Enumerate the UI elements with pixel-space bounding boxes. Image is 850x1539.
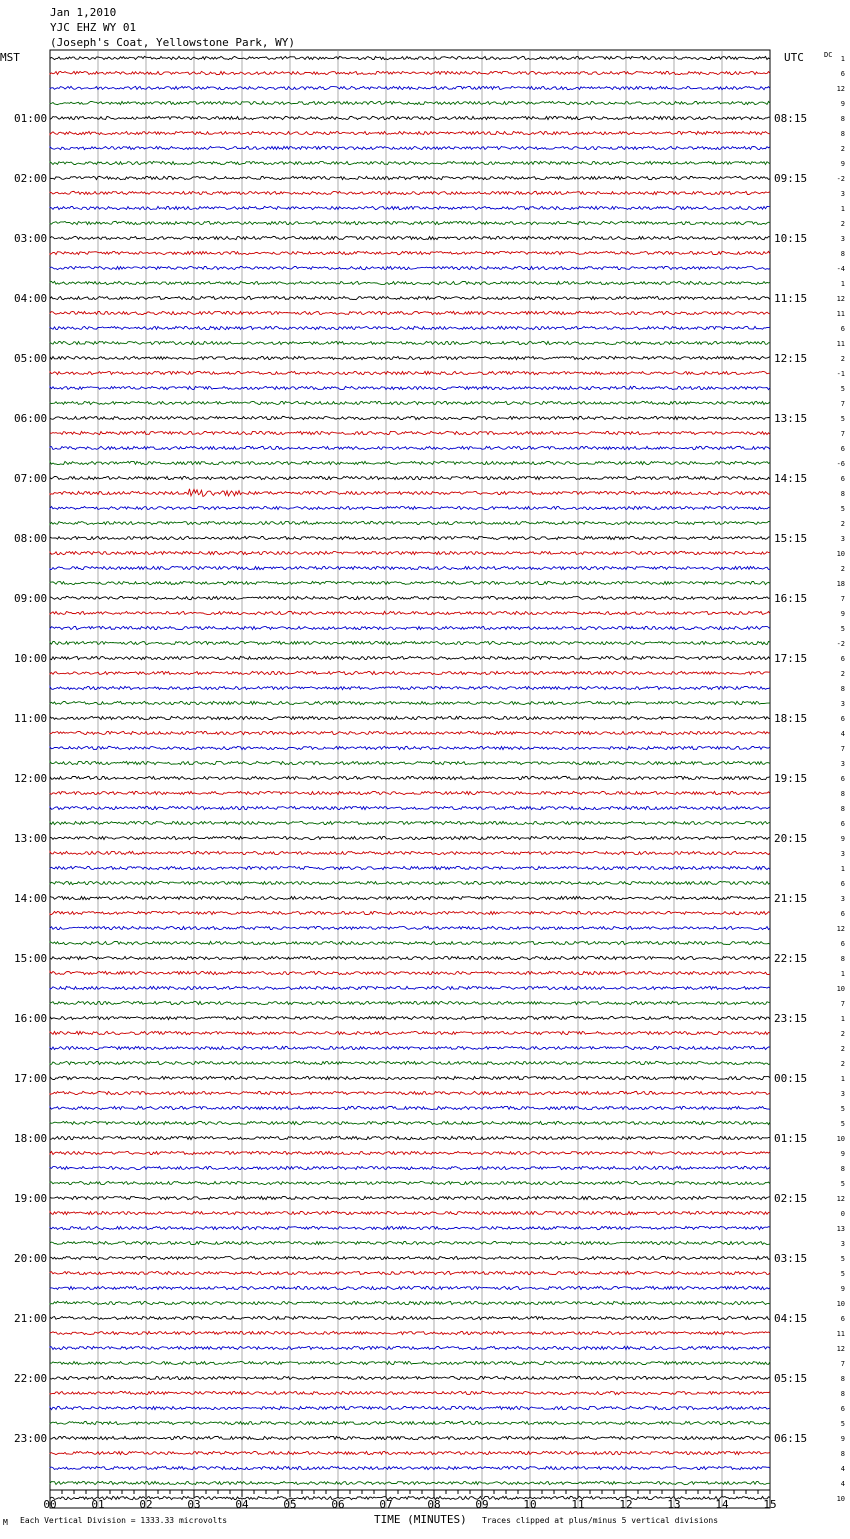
dc-offset-value: 3 [840, 760, 845, 768]
trace-line [50, 1436, 770, 1439]
left-time-label: 14:00 [14, 892, 48, 905]
trace-line [50, 1166, 770, 1169]
trace-line [50, 71, 770, 74]
right-time-label: 11:15 [774, 292, 808, 305]
x-tick-label: 09 [475, 1498, 489, 1511]
x-tick-label: 07 [379, 1498, 393, 1511]
right-time-label: 03:15 [774, 1252, 808, 1265]
trace-line [50, 281, 770, 284]
trace-line [50, 1121, 770, 1124]
x-tick-label: 00 [43, 1498, 57, 1511]
right-time-label: 13:15 [774, 412, 808, 425]
trace-line [50, 896, 770, 899]
dc-offset-value: 9 [840, 100, 845, 108]
dc-offset-value: -2 [836, 175, 845, 183]
trace-line [50, 1406, 770, 1409]
dc-offset-value: -4 [836, 265, 845, 273]
left-time-label: 08:00 [14, 532, 48, 545]
left-time-label: 22:00 [14, 1372, 48, 1385]
dc-offset-value: 9 [840, 835, 845, 843]
trace-line [50, 251, 770, 254]
dc-offset-value: 4 [840, 1465, 845, 1473]
trace-line [50, 1106, 770, 1109]
dc-offset-value: 1 [840, 865, 845, 873]
trace-line [50, 746, 770, 749]
dc-offset-value: 12 [836, 1195, 845, 1203]
x-tick-label: 15 [763, 1498, 777, 1511]
trace-line [50, 371, 770, 374]
dc-offset-value: 11 [836, 1330, 845, 1338]
dc-offset-value: 11 [836, 340, 845, 348]
dc-offset-value: 10 [836, 1135, 845, 1143]
trace-line [50, 296, 770, 299]
dc-offset-value: 10 [836, 1300, 845, 1308]
right-time-label: 15:15 [774, 532, 808, 545]
trace-line [50, 1076, 770, 1079]
dc-offset-value: 9 [840, 610, 845, 618]
trace-line [50, 1226, 770, 1229]
x-tick-label: 06 [331, 1498, 345, 1511]
dc-offset-value: 2 [840, 1060, 845, 1068]
dc-offset-value: 1 [840, 205, 845, 213]
dc-offset-value: 7 [840, 1000, 845, 1008]
right-time-label: 02:15 [774, 1192, 808, 1205]
dc-offset-value: 2 [840, 520, 845, 528]
trace-line [50, 1061, 770, 1064]
dc-offset-value: 7 [840, 400, 845, 408]
dc-offset-value: 1 [840, 55, 845, 63]
dc-offset-value: 1 [840, 1075, 845, 1083]
dc-offset-value: 10 [836, 1495, 845, 1503]
dc-offset-value: 2 [840, 565, 845, 573]
left-time-label: 18:00 [14, 1132, 48, 1145]
dc-offset-value: 5 [840, 1105, 845, 1113]
dc-offset-value: 6 [840, 1315, 845, 1323]
left-time-label: 06:00 [14, 412, 48, 425]
left-time-label: 21:00 [14, 1312, 48, 1325]
trace-line [50, 806, 770, 809]
dc-offset-value: 6 [840, 475, 845, 483]
trace-line [50, 701, 770, 704]
x-tick-label: 10 [523, 1498, 537, 1511]
trace-line [50, 416, 770, 419]
dc-label: DC [824, 51, 833, 59]
trace-line [50, 1046, 770, 1049]
dc-offset-value: 2 [840, 1030, 845, 1038]
left-time-labels [14, 112, 47, 1445]
trace-line [50, 1301, 770, 1304]
trace-line [50, 1256, 770, 1259]
left-time-label: 07:00 [14, 472, 48, 485]
trace-line [50, 1496, 770, 1499]
dc-offset-value: 3 [840, 235, 845, 243]
dc-offset-value: 3 [840, 535, 845, 543]
left-time-label: 02:00 [14, 172, 48, 185]
dc-offset-value: 2 [840, 1045, 845, 1053]
trace-line [50, 536, 770, 539]
trace-line [50, 176, 770, 179]
trace-line [50, 86, 770, 89]
dc-offset-value: 5 [840, 1120, 845, 1128]
trace-line [50, 1286, 770, 1289]
trace-line [50, 236, 770, 239]
header-location: (Joseph's Coat, Yellowstone Park, WY) [50, 36, 296, 49]
right-time-label: 06:15 [774, 1432, 808, 1445]
dc-offset-value: 13 [836, 1225, 845, 1233]
dc-offset-value: 10 [836, 550, 845, 558]
dc-offset-value: 8 [840, 1450, 845, 1458]
trace-line [50, 1361, 770, 1364]
x-tick-label: 08 [427, 1498, 441, 1511]
trace-line [50, 221, 770, 224]
trace-line [50, 161, 770, 164]
trace-line [50, 311, 770, 314]
right-time-label: 22:15 [774, 952, 808, 965]
dc-offset-value: 6 [840, 325, 845, 333]
dc-offset-value: 5 [840, 1420, 845, 1428]
right-time-label: 14:15 [774, 472, 808, 485]
trace-line [50, 1091, 770, 1094]
right-time-label: 05:15 [774, 1372, 808, 1385]
trace-line [50, 956, 770, 959]
footer-scale-note: Each Vertical Division = 1333.33 microvolts [20, 1516, 228, 1525]
left-time-label: 15:00 [14, 952, 48, 965]
trace-line [50, 1211, 770, 1214]
trace-line [50, 1451, 770, 1454]
dc-offset-value: 5 [840, 505, 845, 513]
dc-offset-value: 5 [840, 415, 845, 423]
header-station: YJC EHZ WY 01 [50, 21, 137, 34]
dc-offset-value: 7 [840, 1360, 845, 1368]
trace-line [50, 611, 770, 614]
dc-offset-value: 4 [840, 730, 845, 738]
x-tick-label: 11 [571, 1498, 585, 1511]
trace-line [50, 881, 770, 884]
dc-offset-value: 12 [836, 85, 845, 93]
dc-offset-value: 3 [840, 190, 845, 198]
dc-offset-value: 5 [840, 1255, 845, 1263]
left-time-label: 03:00 [14, 232, 48, 245]
right-time-label: 10:15 [774, 232, 808, 245]
left-time-label: 04:00 [14, 292, 48, 305]
dc-offset-value: 5 [840, 385, 845, 393]
dc-offset-value: 8 [840, 130, 845, 138]
dc-offset-value: 8 [840, 115, 845, 123]
trace-line [50, 341, 770, 344]
right-time-label: 16:15 [774, 592, 808, 605]
x-tick-label: 14 [715, 1498, 729, 1511]
dc-offset-value: 3 [840, 850, 845, 858]
dc-offset-value: 6 [840, 655, 845, 663]
dc-offset-value: 10 [836, 985, 845, 993]
dc-offset-value: 9 [840, 1285, 845, 1293]
dc-offset-value: -6 [836, 460, 845, 468]
trace-line [50, 1241, 770, 1244]
trace-line [50, 1481, 770, 1484]
trace-line [50, 866, 770, 869]
trace-line [50, 146, 770, 149]
trace-line [50, 1421, 770, 1424]
dc-offset-value: 8 [840, 1165, 845, 1173]
dc-offset-value: 9 [840, 160, 845, 168]
right-time-label: 18:15 [774, 712, 808, 725]
dc-offset-value: 12 [836, 295, 845, 303]
trace-line [50, 986, 770, 989]
trace-line [50, 1271, 770, 1274]
dc-offset-value: 1 [840, 970, 845, 978]
dc-offset-value: 0 [840, 1210, 845, 1218]
right-time-label: 09:15 [774, 172, 808, 185]
left-time-label: 01:00 [14, 112, 48, 125]
x-tick-label: 01 [91, 1498, 105, 1511]
dc-offset-value: 11 [836, 310, 845, 318]
dc-offset-value: 6 [840, 910, 845, 918]
header-date: Jan 1,2010 [50, 6, 117, 19]
footer-left-mark: M [3, 1518, 8, 1527]
trace-line [50, 206, 770, 209]
x-axis-title: TIME (MINUTES) [374, 1513, 467, 1526]
trace-line [50, 266, 770, 269]
trace-line [50, 1001, 770, 1004]
dc-offset-value: 7 [840, 745, 845, 753]
dc-offset-value: 3 [840, 700, 845, 708]
trace-line [50, 971, 770, 974]
left-time-label: 17:00 [14, 1072, 48, 1085]
trace-line [50, 1346, 770, 1349]
dc-offset-value: 12 [836, 1345, 845, 1353]
trace-line [50, 731, 770, 734]
x-tick-label: 04 [235, 1498, 249, 1511]
dc-offset-value: 2 [840, 220, 845, 228]
right-time-label: 01:15 [774, 1132, 808, 1145]
trace-line [50, 551, 770, 554]
trace-line [50, 191, 770, 194]
dc-offset-value: 9 [840, 1150, 845, 1158]
dc-offset-value: -2 [836, 640, 845, 648]
trace-line [50, 1016, 770, 1019]
right-time-labels [774, 112, 807, 1445]
trace-line [50, 1331, 770, 1334]
left-time-label: 13:00 [14, 832, 48, 845]
dc-offset-value: 6 [840, 70, 845, 78]
right-time-label: 00:15 [774, 1072, 808, 1085]
dc-offset-value: 6 [840, 940, 845, 948]
trace-line [50, 1136, 770, 1139]
dc-offset-value: 2 [840, 670, 845, 678]
trace-line [50, 1031, 770, 1034]
dc-offset-value: 6 [840, 820, 845, 828]
dc-offset-value: 6 [840, 880, 845, 888]
dc-offset-value: 7 [840, 430, 845, 438]
trace-line [50, 476, 770, 479]
x-tick-label: 13 [667, 1498, 681, 1511]
dc-offset-value: 12 [836, 925, 845, 933]
dc-offset-value: 5 [840, 1270, 845, 1278]
trace-line [50, 566, 770, 569]
dc-offset-value: 3 [840, 895, 845, 903]
dc-offset-value: 1 [840, 1015, 845, 1023]
trace-line [50, 626, 770, 629]
dc-offset-value: -1 [836, 370, 845, 378]
footer-clip-note: Traces clipped at plus/minus 5 vertical divisions [482, 1516, 719, 1525]
trace-line [50, 581, 770, 584]
left-time-label: 23:00 [14, 1432, 48, 1445]
left-time-label: 10:00 [14, 652, 48, 665]
trace-line [50, 1151, 770, 1154]
trace-line [50, 326, 770, 329]
trace-line [50, 521, 770, 524]
trace-line [50, 716, 770, 719]
dc-offset-values [837, 55, 845, 1503]
x-tick-label: 05 [283, 1498, 297, 1511]
trace-line [50, 926, 770, 929]
right-time-label: 23:15 [774, 1012, 808, 1025]
right-time-label: 12:15 [774, 352, 808, 365]
dc-offset-value: 18 [836, 580, 845, 588]
trace-line [50, 56, 770, 59]
dc-offset-value: 1 [840, 280, 845, 288]
dc-offset-value: 9 [840, 1435, 845, 1443]
left-time-label: 16:00 [14, 1012, 48, 1025]
dc-offset-value: 3 [840, 1090, 845, 1098]
x-tick-label: 02 [139, 1498, 153, 1511]
trace-line [50, 506, 770, 509]
trace-line [50, 1316, 770, 1319]
trace-line [50, 131, 770, 134]
trace-line [50, 116, 770, 119]
trace-line [50, 641, 770, 644]
left-time-label: 19:00 [14, 1192, 48, 1205]
trace-line [50, 851, 770, 854]
dc-offset-value: 6 [840, 445, 845, 453]
trace-line [50, 431, 770, 434]
trace-line [50, 461, 770, 464]
left-time-label: 12:00 [14, 772, 48, 785]
trace-line [50, 401, 770, 404]
x-tick-label: 12 [619, 1498, 633, 1511]
trace-line [50, 761, 770, 764]
dc-offset-value: 4 [840, 1480, 845, 1488]
dc-offset-value: 3 [840, 1240, 845, 1248]
dc-offset-value: 5 [840, 1180, 845, 1188]
dc-offset-value: 8 [840, 805, 845, 813]
left-axis-label: MST [0, 51, 20, 64]
trace-line [50, 836, 770, 839]
trace-line [50, 1181, 770, 1184]
right-time-label: 08:15 [774, 112, 808, 125]
trace-line [50, 1391, 770, 1394]
trace-line [50, 686, 770, 689]
dc-offset-value: 8 [840, 490, 845, 498]
right-time-label: 21:15 [774, 892, 808, 905]
left-time-label: 20:00 [14, 1252, 48, 1265]
left-time-label: 11:00 [14, 712, 48, 725]
dc-offset-value: 8 [840, 1375, 845, 1383]
dc-offset-value: 7 [840, 595, 845, 603]
right-time-label: 19:15 [774, 772, 808, 785]
trace-line [50, 386, 770, 389]
trace-line [50, 446, 770, 449]
trace-line [50, 1196, 770, 1199]
trace-line [50, 1466, 770, 1469]
trace-line [50, 776, 770, 779]
trace-line [50, 656, 770, 659]
dc-offset-value: 8 [840, 955, 845, 963]
right-axis-label: UTC [784, 51, 804, 64]
trace-line [50, 911, 770, 914]
trace-line [50, 941, 770, 944]
trace-line [50, 101, 770, 104]
trace-line [50, 489, 770, 497]
trace-line [50, 596, 770, 599]
dc-offset-value: 2 [840, 145, 845, 153]
trace-line [50, 821, 770, 824]
right-time-label: 17:15 [774, 652, 808, 665]
dc-offset-value: 8 [840, 250, 845, 258]
x-tick-label: 03 [187, 1498, 201, 1511]
dc-offset-value: 6 [840, 1405, 845, 1413]
trace-line [50, 1376, 770, 1379]
dc-offset-value: 5 [840, 625, 845, 633]
trace-line [50, 791, 770, 794]
traces [50, 56, 770, 1499]
dc-offset-value: 2 [840, 355, 845, 363]
right-time-label: 20:15 [774, 832, 808, 845]
dc-offset-value: 6 [840, 775, 845, 783]
right-time-label: 04:15 [774, 1312, 808, 1325]
dc-offset-value: 8 [840, 685, 845, 693]
trace-line [50, 356, 770, 359]
dc-offset-value: 8 [840, 1390, 845, 1398]
dc-offset-value: 8 [840, 790, 845, 798]
dc-offset-value: 6 [840, 715, 845, 723]
trace-line [50, 671, 770, 674]
left-time-label: 05:00 [14, 352, 48, 365]
left-time-label: 09:00 [14, 592, 48, 605]
